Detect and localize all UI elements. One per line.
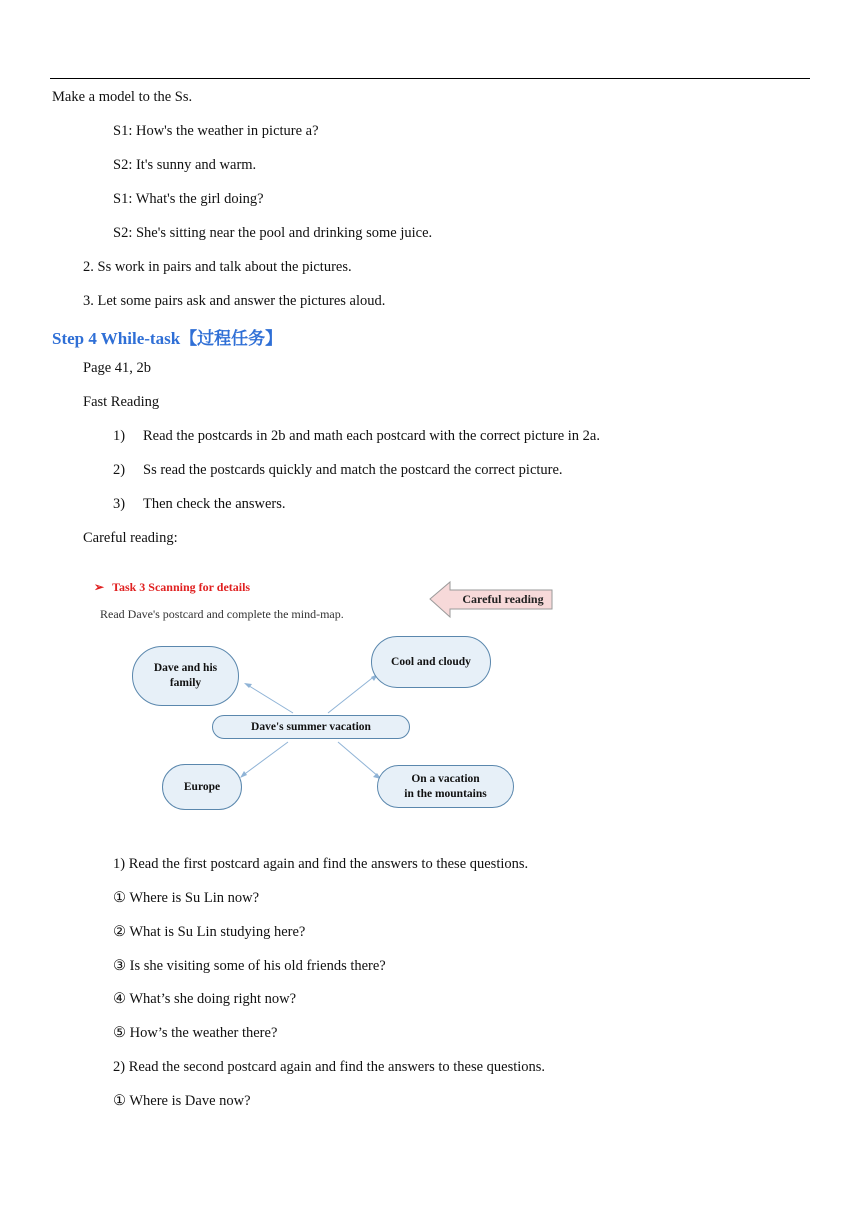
node-family-line2: family <box>169 677 202 689</box>
question-set-intro: 2) Read the second postcard again and find the answers to these questions. <box>113 1059 546 1075</box>
node-weather: Cool and cloudy <box>371 636 491 688</box>
item-number: 1) <box>113 428 126 444</box>
item-number: 3) <box>113 496 126 512</box>
item-text: Then check the answers. <box>143 496 286 512</box>
arrowhead-icon <box>240 771 247 778</box>
fast-reading-label: Fast Reading <box>83 394 160 410</box>
item-number: 2) <box>113 462 126 478</box>
dialogue-line: S1: How's the weather in picture a? <box>113 123 319 139</box>
question-item: ⑤ How’s the weather there? <box>113 1025 278 1041</box>
connector-line <box>338 742 379 777</box>
question-set-intro: 1) Read the first postcard again and find the answers to these questions. <box>113 856 529 872</box>
intro-text: Make a model to the Ss. <box>52 89 193 105</box>
task-instruction: Read Dave's postcard and complete the mind-map. <box>100 607 344 621</box>
question-item: ③ Is she visiting some of his old friends there? <box>113 958 386 974</box>
fast-reading-item <box>113 462 563 479</box>
question-item: ② What is Su Lin studying here? <box>113 924 306 940</box>
dialogue-line: S2: It's sunny and warm. <box>113 157 257 173</box>
fast-reading-item <box>113 428 600 445</box>
item-text: Read the postcards in 2b and math each postcard with the correct picture in 2a. <box>143 428 600 444</box>
question-item: ① Where is Dave now? <box>113 1093 251 1109</box>
node-vacation-line2: in the mountains <box>404 787 487 800</box>
procedure-item: 2. Ss work in pairs and talk about the pictures. <box>83 259 352 275</box>
center-node: Dave's summer vacation <box>212 715 410 739</box>
fast-reading-item <box>113 496 286 513</box>
page-reference: Page 41, 2b <box>83 360 152 376</box>
step-heading: Step 4 While-task【过程任务】 <box>52 329 283 348</box>
careful-reading-label: Careful reading: <box>83 530 178 546</box>
mind-map-figure <box>88 568 558 818</box>
connector-line <box>246 684 293 713</box>
node-vacation <box>377 765 514 808</box>
node-europe: Europe <box>162 764 242 810</box>
item-text: Ss read the postcards quickly and match the postcard the correct picture. <box>143 462 563 478</box>
node-family <box>132 646 239 706</box>
node-vacation-line1: On a vacation <box>411 772 480 785</box>
connector-line <box>242 742 288 776</box>
procedure-item: 3. Let some pairs ask and answer the pictures aloud. <box>83 293 386 309</box>
careful-reading-arrow-label: Careful reading <box>462 591 544 606</box>
question-item: ① Where is Su Lin now? <box>113 890 260 906</box>
dialogue-line: S1: What's the girl doing? <box>113 191 264 207</box>
dialogue-line: S2: She's sitting near the pool and drinking some juice. <box>113 225 433 241</box>
bullet-icon: ➢ <box>94 580 105 594</box>
connector-line <box>328 675 376 713</box>
question-item: ④ What’s she doing right now? <box>113 991 297 1007</box>
task-title-text: Task 3 Scanning for details <box>112 580 251 594</box>
header-rule <box>50 78 810 79</box>
node-family-line1: Dave and his <box>153 662 218 674</box>
